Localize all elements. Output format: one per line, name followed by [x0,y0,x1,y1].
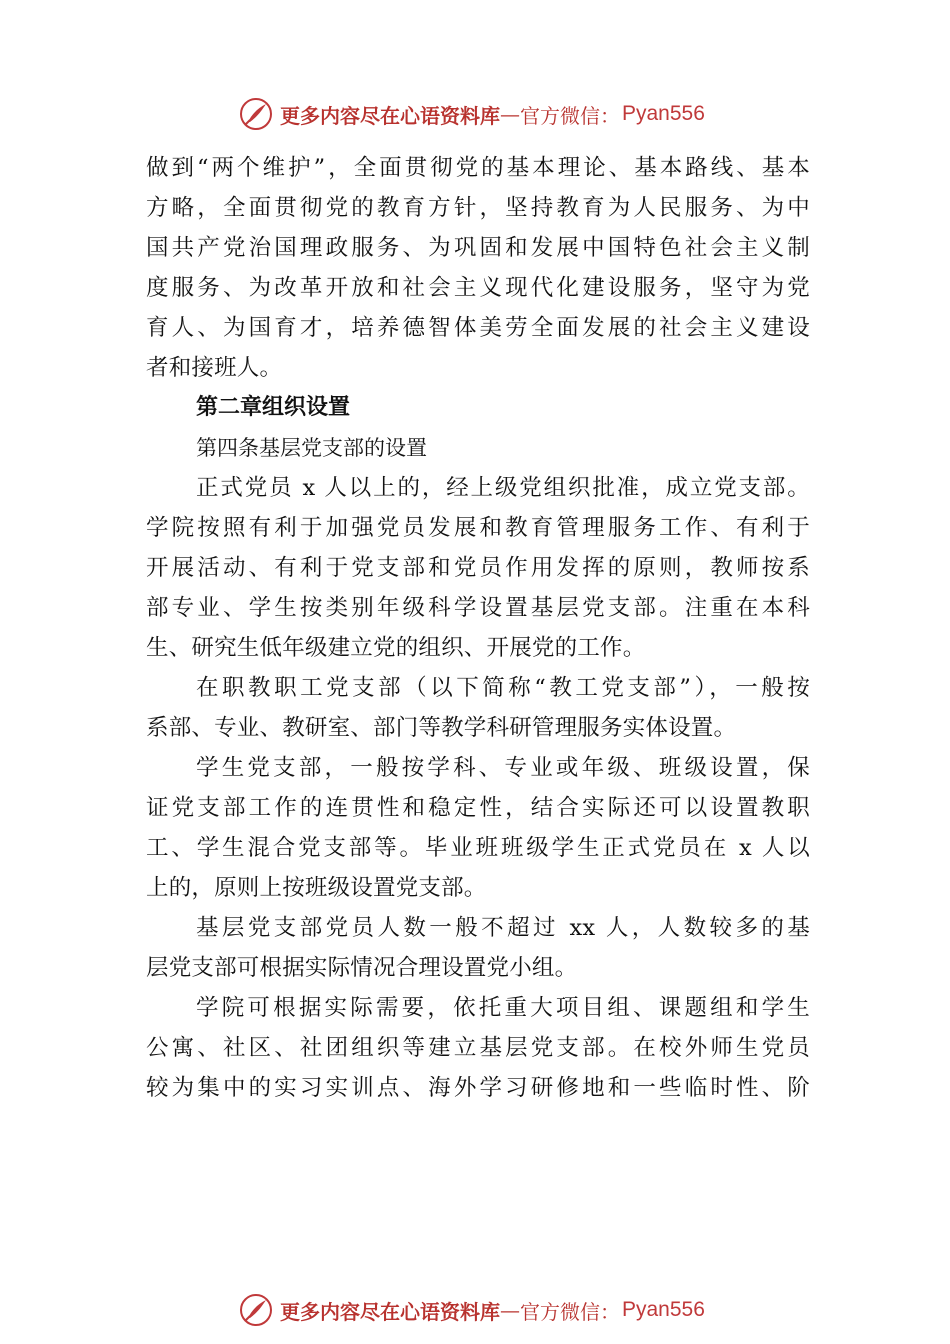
paragraph-line: 上的，原则上按班级设置党支部。 [146,875,487,901]
chapter-title: 第二章组织设置 [196,395,351,420]
header-wechat-label: 官方微信： [520,103,620,128]
intro-line: 者和接班人。 [146,355,283,381]
intro-line: 方略，全面贯彻党的教育方针，坚持教育为人民服务、为中 [146,195,810,221]
paragraph-line: 学院可根据实际需要，依托重大项目组、课题组和学生 [196,995,810,1021]
article-title: 第四条基层党支部的设置 [196,436,427,460]
intro-line: 做到“两个维护”，全面贯彻党的基本理论、基本路线、基本 [146,155,810,181]
paragraph-line: 正式党员 x 人以上的，经上级党组织批准，成立党支部。 [196,475,810,501]
paragraph-5 [146,988,810,1108]
paragraph-line: 公寓、社区、社团组织等建立基层党支部。在校外师生党员 [146,1035,810,1061]
footer-separator: — [500,1298,520,1322]
paragraph-2 [146,668,810,748]
header-wechat-id: Pyan556 [622,102,705,125]
paragraph-line: 证党支部工作的连贯性和稳定性，结合实际还可以设置教职 [146,795,810,821]
footer-wechat-label: 官方微信： [520,1299,620,1324]
paragraph-4 [146,908,810,988]
paragraph-line: 学院按照有利于加强党员发展和教育管理服务工作、有利于 [146,515,810,541]
document-body [146,148,810,1108]
paragraph-line: 开展活动、有利于党支部和党员作用发挥的原则，教师按系 [146,555,810,581]
intro-line: 度服务、为改革开放和社会主义现代化建设服务，坚守为党 [146,275,810,301]
paragraph-line: 基层党支部党员人数一般不超过 xx 人，人数较多的基 [196,915,810,941]
paragraph-3 [146,748,810,908]
footer-slogan: 更多内容尽在心语资料库 [280,1299,500,1324]
paragraph-line: 系部、专业、教研室、部门等教学科研管理服务实体设置。 [146,715,737,741]
intro-line: 国共产党治国理政服务、为巩固和发展中国特色社会主义制 [146,235,810,261]
header-banner [238,94,738,134]
header-slogan: 更多内容尽在心语资料库 [280,103,500,128]
quill-pen-logo-icon [238,1292,274,1328]
quill-pen-logo-icon [238,96,274,132]
paragraph-line: 层党支部可根据实际情况合理设置党小组。 [146,955,578,981]
paragraph-line: 生、研究生低年级建立党的组织、开展党的工作。 [146,635,646,661]
paragraph-line: 在职教职工党支部（以下简称“教工党支部”），一般按 [196,675,810,701]
footer-wechat-id: Pyan556 [622,1298,705,1321]
paragraph-line: 工、学生混合党支部等。毕业班班级学生正式党员在 x 人以 [146,835,810,861]
paragraph-line: 较为集中的实习实训点、海外学习研修地和一些临时性、阶 [146,1075,810,1101]
paragraph-line: 学生党支部，一般按学科、专业或年级、班级设置，保 [196,755,810,781]
paragraph-1 [146,468,810,668]
intro-line: 育人、为国育才，培养德智体美劳全面发展的社会主义建设 [146,315,810,341]
paragraph-line: 部专业、学生按类别年级科学设置基层党支部。注重在本科 [146,595,810,621]
intro-paragraph [146,148,810,388]
header-separator: — [500,102,520,126]
footer-banner [238,1290,738,1330]
